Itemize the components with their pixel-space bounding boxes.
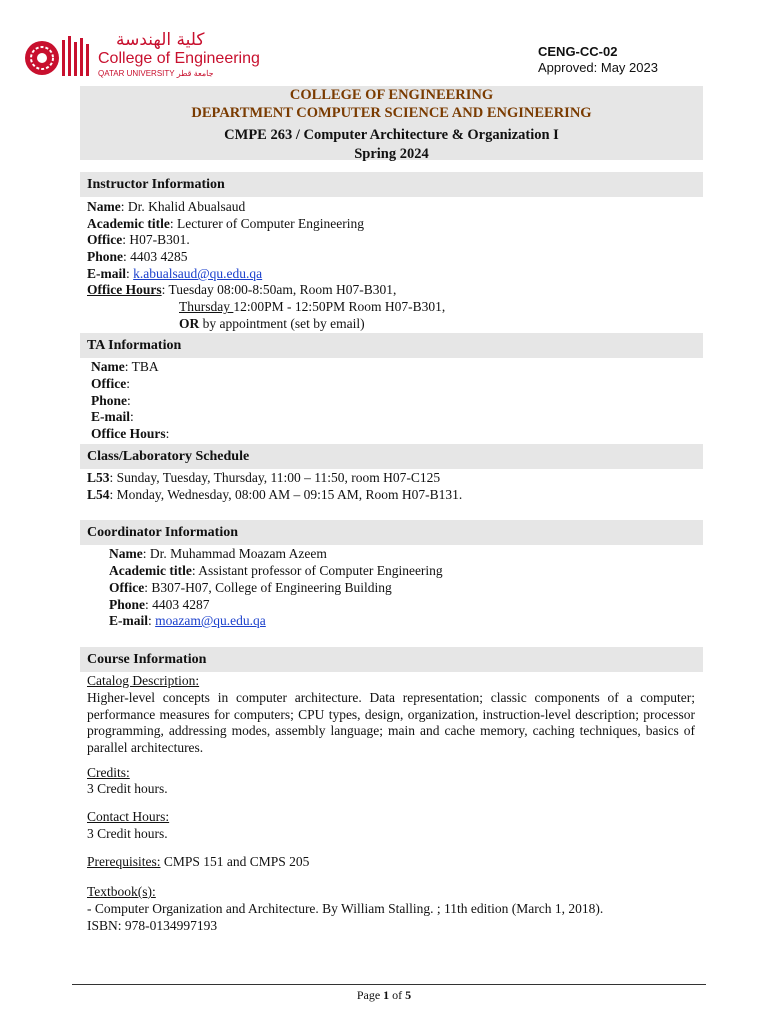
ta-heading: TA Information: [80, 333, 703, 358]
instructor-office: Office: H07-B301.: [87, 232, 190, 247]
credits-label: Credits:: [87, 765, 130, 780]
catalog-label: Catalog Description:: [87, 673, 200, 688]
contact-hours-value: 3 Credit hours.: [87, 826, 168, 841]
coordinator-name: Name: Dr. Muhammad Moazam Azeem: [109, 546, 327, 561]
term-title: Spring 2024: [354, 146, 429, 162]
catalog-description: Higher-level concepts in computer architecture. Data representation; classic components of a computer; performance measures for computers; CPU types, design, organization, instruction-level description; processor programming, addressing modes, assembly language; main and cache memory, caching techniques, basics of parallel architectures.: [87, 690, 695, 755]
document-code: [538, 44, 658, 76]
coordinator-heading: Coordinator Information: [80, 520, 703, 545]
page-number: Page 1 of 5: [356, 988, 412, 1002]
course-heading: Course Information: [80, 647, 703, 672]
ta-phone: Phone:: [91, 393, 131, 408]
instructor-email-link[interactable]: k.abualsaud@qu.edu.qa: [133, 266, 263, 281]
instructor-heading: Instructor Information: [80, 172, 703, 197]
doc-code: CENG-CC-02: [538, 44, 618, 59]
instructor-phone: Phone: 4403 4285: [87, 249, 188, 264]
coordinator-office: Office: B307-H07, College of Engineering Building: [109, 580, 392, 595]
schedule-heading: Class/Laboratory Schedule: [80, 444, 703, 469]
instructor-name: Name: Dr. Khalid Abualsaud: [87, 199, 246, 214]
schedule-l54: L54: Monday, Wednesday, 08:00 AM – 09:15 AM, Room H07-B131.: [87, 487, 463, 502]
instructor-email: E-mail: k.abualsaud@qu.edu.qa: [87, 266, 263, 281]
logo-english: College of Engineering: [98, 50, 260, 67]
coordinator-phone: Phone: 4403 4287: [109, 597, 210, 612]
ta-name: Name: TBA: [91, 359, 159, 374]
contact-hours-label: Contact Hours:: [87, 809, 170, 824]
ta-email: E-mail:: [91, 409, 134, 424]
textbook-line-2: ISBN: 978-0134997193: [87, 918, 218, 933]
prerequisites: Prerequisites: CMPS 151 and CMPS 205: [87, 854, 310, 869]
instructor-office-hours-2: Thursday 12:00PM - 12:50PM Room H07-B301,: [179, 299, 446, 314]
textbook-label: Textbook(s):: [87, 884, 156, 899]
course-title: CMPE 263 / Computer Architecture & Organization I: [224, 127, 559, 143]
instructor-office-hours-3: OR by appointment (set by email): [179, 316, 365, 331]
coordinator-email-link[interactable]: moazam@qu.edu.qa: [155, 613, 266, 628]
college-title: COLLEGE OF ENGINEERING: [289, 87, 494, 103]
textbook-line-1: - Computer Organization and Architecture. By William Stalling. ; 11th edition (March 1, 2018).: [87, 901, 604, 916]
coordinator-title: Academic title: Assistant professor of Computer Engineering: [109, 563, 443, 578]
schedule-l53: L53: Sunday, Tuesday, Thursday, 11:00 – 11:50, room H07-C125: [87, 470, 441, 485]
credits-value: 3 Credit hours.: [87, 781, 168, 796]
logo-arabic: كلية الهندسة: [116, 30, 205, 50]
qu-emblem-icon: [20, 30, 92, 82]
logo-university: QATAR UNIVERSITY جامعة قطر: [98, 69, 214, 78]
instructor-title: Academic title: Lecturer of Computer Engineering: [87, 216, 365, 231]
instructor-office-hours: Office Hours: Tuesday 08:00-8:50am, Room H07-B301,: [87, 282, 397, 297]
ta-office-hours: Office Hours:: [91, 426, 170, 441]
college-logo: [20, 30, 260, 82]
ta-office: Office:: [91, 376, 130, 391]
coordinator-email: E-mail: moazam@qu.edu.qa: [109, 613, 266, 628]
approved-date: Approved: May 2023: [538, 60, 658, 75]
title-block: [80, 86, 703, 160]
department-title: DEPARTMENT COMPUTER SCIENCE AND ENGINEERING: [191, 105, 592, 121]
footer-divider: [72, 984, 706, 985]
